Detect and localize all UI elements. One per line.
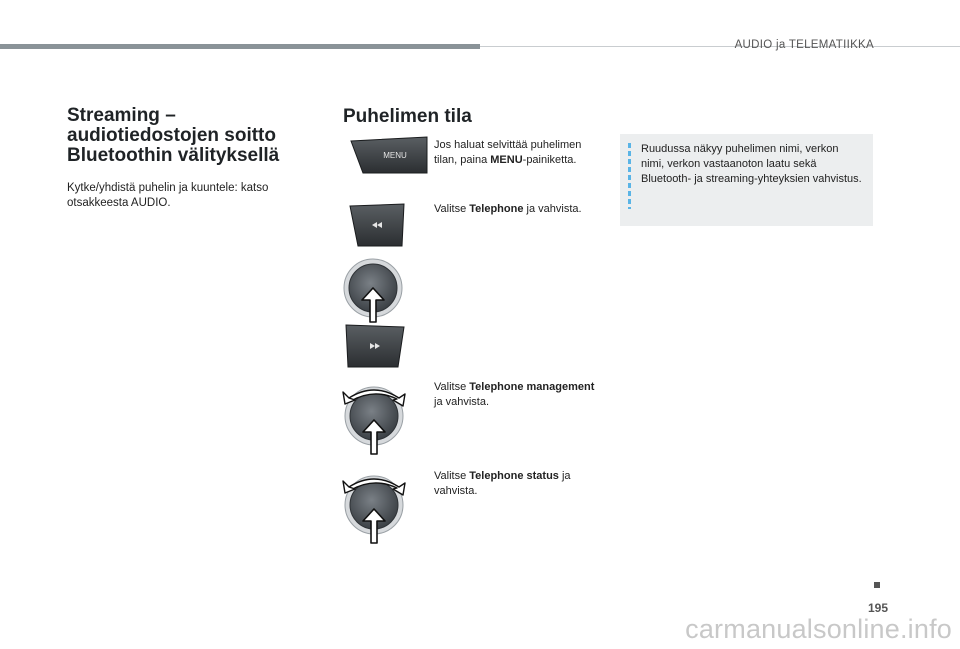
streaming-body: Kytke/yhdistä puhelin ja kuuntele: katso otsakkeesta AUDIO. [67, 182, 269, 209]
fast-forward-button [344, 323, 406, 369]
info-text: Ruudussa näkyy puhelimen nimi, verkon nimi, verkon vastaanoton laatu sekä Bluetooth- ja streaming-yhteyksien vahvistus. [641, 143, 862, 185]
phone-status-heading: Puhelimen tila [343, 106, 472, 127]
rotary-knob-rotate-press-2 [341, 469, 407, 545]
rotary-knob-press [343, 258, 405, 324]
menu-button [343, 133, 431, 177]
header-rule-dark [0, 44, 480, 49]
step-4-text: Valitse Telephone status ja vahvista. [434, 470, 571, 497]
step-2-text: Valitse Telephone ja vahvista. [434, 203, 582, 215]
section-title: AUDIO ja TELEMATIIKKA [734, 39, 874, 51]
rotary-knob-rotate-press [341, 380, 407, 456]
step-1-text: Jos haluat selvittää puhelimen tilan, paina MENU-painiketta. [434, 139, 582, 166]
info-icon [628, 143, 631, 209]
page-number: 195 [867, 601, 889, 615]
rewind-button [344, 202, 406, 248]
header-rule-light [480, 46, 960, 47]
page-marker [874, 582, 880, 588]
menu-button-label: MENU [383, 151, 407, 160]
streaming-heading: Streaming – audiotiedostojen soitto Bluetoothin välityksellä [67, 105, 280, 166]
info-box [620, 134, 873, 226]
watermark: carmanualsonline.info [685, 614, 952, 644]
step-3-text: Valitse Telephone management ja vahvista. [434, 381, 595, 408]
